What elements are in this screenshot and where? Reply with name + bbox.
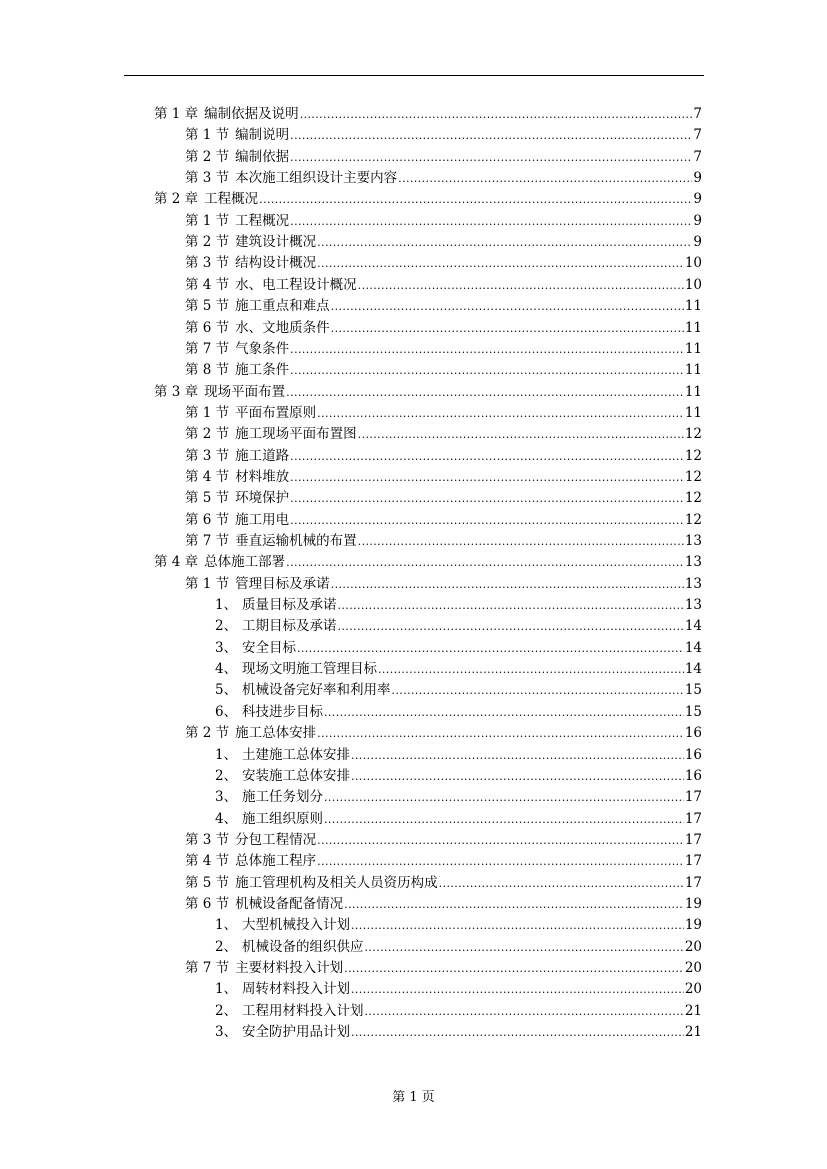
toc-dot-leader xyxy=(290,215,692,229)
toc-entry[interactable] xyxy=(185,528,702,549)
header-rule xyxy=(124,75,704,76)
toc-entry-number: 第 6 节 xyxy=(185,511,230,528)
toc-entry-page: 17 xyxy=(684,874,702,891)
toc-entry[interactable] xyxy=(215,677,702,698)
toc-entry-page: 13 xyxy=(684,575,702,592)
toc-dot-leader xyxy=(317,257,684,271)
toc-entry-title: 安全防护用品计划 xyxy=(242,1024,350,1041)
toc-entry-title: 施工组织原则 xyxy=(242,810,323,827)
toc-entry-number: 2、 xyxy=(215,618,238,635)
toc-entry[interactable] xyxy=(215,592,702,613)
toc-dot-leader xyxy=(344,962,684,976)
toc-entry-page: 16 xyxy=(684,767,702,784)
toc-entry-title: 质量目标及承诺 xyxy=(242,597,337,614)
toc-entry-number: 3、 xyxy=(215,1024,238,1041)
toc-entry[interactable] xyxy=(185,315,702,336)
toc-entry-page: 12 xyxy=(684,426,702,443)
toc-entry-page: 10 xyxy=(684,255,702,272)
toc-entry-page: 9 xyxy=(693,212,702,229)
toc-entry-title: 编制依据 xyxy=(235,148,290,165)
toc-entry-title: 气象条件 xyxy=(235,340,290,357)
toc-dot-leader xyxy=(317,727,684,741)
toc-entry-page: 12 xyxy=(684,447,702,464)
toc-entry[interactable] xyxy=(185,293,702,314)
toc-dot-leader xyxy=(358,279,684,293)
toc-dot-leader xyxy=(351,770,684,784)
toc-entry-page: 11 xyxy=(684,340,702,357)
toc-entry[interactable] xyxy=(154,101,702,122)
toc-entry-number: 第 1 节 xyxy=(185,127,230,144)
toc-entry-title: 施工总体安排 xyxy=(235,725,317,742)
toc-entry-number: 4、 xyxy=(215,810,238,827)
toc-entry-number: 1、 xyxy=(215,917,238,934)
toc-dot-leader xyxy=(290,514,684,528)
toc-entry-number: 第 2 节 xyxy=(185,148,230,165)
toc-entry-page: 7 xyxy=(693,148,702,165)
toc-entry[interactable] xyxy=(215,1019,702,1040)
toc-entry[interactable] xyxy=(185,891,702,912)
toc-entry[interactable] xyxy=(215,742,702,763)
toc-dot-leader xyxy=(290,151,692,165)
toc-entry-page: 14 xyxy=(684,661,702,678)
toc-entry-number: 2、 xyxy=(215,767,238,784)
toc-dot-leader xyxy=(392,684,684,698)
toc-entry[interactable] xyxy=(215,976,702,997)
toc-dot-leader xyxy=(365,941,684,955)
toc-entry-title: 水、文地质条件 xyxy=(235,319,330,336)
toc-entry-number: 1、 xyxy=(215,597,238,614)
toc-entry-number: 第 3 节 xyxy=(185,831,230,848)
toc-entry-title: 垂直运输机械的布置 xyxy=(235,533,357,549)
toc-entry-number: 3、 xyxy=(215,639,238,656)
toc-entry-page: 12 xyxy=(684,468,702,485)
toc-entry-number: 第 2 节 xyxy=(185,426,230,443)
toc-entry-page: 11 xyxy=(684,404,702,421)
toc-entry-number: 第 7 节 xyxy=(185,960,230,976)
toc-entry[interactable] xyxy=(185,421,702,442)
toc-entry-title: 建筑设计概况 xyxy=(235,234,317,251)
toc-entry-number: 4、 xyxy=(215,661,238,678)
toc-entry-title: 本次施工组织设计主要内容 xyxy=(235,170,398,187)
toc-entry-title: 大型机械投入计划 xyxy=(242,917,350,934)
toc-entry[interactable] xyxy=(185,122,702,143)
toc-dot-leader xyxy=(324,706,684,720)
toc-entry[interactable] xyxy=(185,336,702,357)
toc-entry-page: 13 xyxy=(684,554,702,571)
toc-entry-title: 主要材料投入计划 xyxy=(235,960,344,976)
toc-entry-title: 结构设计概况 xyxy=(235,255,317,272)
toc-entry-title: 工程概况 xyxy=(235,212,290,229)
toc-dot-leader xyxy=(317,834,684,848)
toc-entry-page: 20 xyxy=(684,960,702,976)
toc-entry[interactable] xyxy=(185,485,702,506)
toc-dot-leader xyxy=(290,471,684,485)
toc-entry[interactable] xyxy=(185,507,702,528)
toc-entry-page: 19 xyxy=(684,895,702,912)
toc-dot-leader xyxy=(398,172,692,186)
toc-dot-leader xyxy=(338,599,684,613)
toc-entry-number: 第 2 章 xyxy=(154,191,199,208)
toc-entry-page: 16 xyxy=(684,746,702,763)
toc-dot-leader xyxy=(351,983,684,997)
toc-entry-page: 19 xyxy=(684,917,702,934)
toc-entry[interactable] xyxy=(185,208,702,229)
toc-dot-leader xyxy=(286,386,684,400)
toc-entry-number: 第 2 节 xyxy=(185,725,230,742)
toc-dot-leader xyxy=(317,855,684,869)
toc-entry-title: 施工任务划分 xyxy=(242,789,323,806)
toc-entry[interactable] xyxy=(154,549,702,570)
toc-dot-leader xyxy=(290,343,684,357)
toc-entry[interactable] xyxy=(215,613,702,634)
toc-entry[interactable] xyxy=(215,635,702,656)
toc-dot-leader xyxy=(324,791,684,805)
toc-entry[interactable] xyxy=(215,934,702,955)
toc-entry-number: 第 1 节 xyxy=(185,212,230,229)
toc-entry-number: 第 6 节 xyxy=(185,895,230,912)
toc-entry-number: 第 6 节 xyxy=(185,319,230,336)
toc-entry-title: 机械设备配备情况 xyxy=(235,895,344,912)
toc-entry-title: 土建施工总体安排 xyxy=(242,746,350,763)
toc-entry-title: 科技进步目标 xyxy=(242,703,323,720)
toc-entry-title: 材料堆放 xyxy=(235,468,290,485)
toc-entry[interactable] xyxy=(185,827,702,848)
toc-entry-page: 17 xyxy=(684,789,702,806)
toc-entry-title: 总体施工程序 xyxy=(235,853,317,870)
toc-entry-page: 14 xyxy=(684,618,702,635)
toc-entry-page: 15 xyxy=(684,703,702,720)
toc-entry-number: 6、 xyxy=(215,703,238,720)
toc-entry-number: 第 5 节 xyxy=(185,490,230,507)
toc-entry[interactable] xyxy=(185,229,702,250)
toc-dot-leader xyxy=(378,663,684,677)
toc-entry[interactable] xyxy=(185,250,702,271)
toc-entry-title: 水、电工程设计概况 xyxy=(235,276,357,293)
toc-entry[interactable] xyxy=(185,870,702,891)
toc-entry-title: 周转材料投入计划 xyxy=(242,981,350,998)
toc-entry-number: 2、 xyxy=(215,1002,238,1019)
toc-entry-number: 第 8 节 xyxy=(185,362,230,379)
toc-entry-title: 现场平面布置 xyxy=(204,383,286,400)
toc-entry-number: 1、 xyxy=(215,746,238,763)
toc-entry-page: 21 xyxy=(684,1002,702,1019)
toc-entry-page: 9 xyxy=(693,170,702,187)
toc-entry[interactable] xyxy=(215,806,702,827)
toc-dot-leader xyxy=(351,1026,684,1040)
toc-entry-number: 第 1 节 xyxy=(185,404,230,421)
toc-entry-title: 施工重点和难点 xyxy=(235,298,330,315)
toc-dot-leader xyxy=(331,322,684,336)
toc-entry-page: 17 xyxy=(684,831,702,848)
toc-entry-page: 9 xyxy=(693,191,702,208)
toc-entry-number: 第 4 节 xyxy=(185,853,230,870)
toc-entry-title: 施工管理机构及相关人员资历构成 xyxy=(235,874,438,891)
toc-entry[interactable] xyxy=(215,699,702,720)
toc-entry[interactable] xyxy=(185,357,702,378)
toc-dot-leader xyxy=(351,919,684,933)
toc-entry-page: 17 xyxy=(684,810,702,827)
toc-entry-title: 施工条件 xyxy=(235,362,290,379)
toc-entry[interactable] xyxy=(185,720,702,741)
toc-entry[interactable] xyxy=(215,912,702,933)
toc-entry-title: 安装施工总体安排 xyxy=(242,767,350,784)
toc-entry[interactable] xyxy=(185,400,702,421)
toc-entry[interactable] xyxy=(185,571,702,592)
toc-entry-number: 第 1 节 xyxy=(185,575,230,592)
toc-entry-page: 13 xyxy=(684,597,702,614)
toc-entry[interactable] xyxy=(185,464,702,485)
toc-entry-page: 11 xyxy=(684,298,702,315)
toc-entry-page: 12 xyxy=(684,511,702,528)
toc-entry-page: 7 xyxy=(693,127,702,144)
toc-dot-leader xyxy=(338,620,684,634)
toc-entry-number: 5、 xyxy=(215,682,238,699)
toc-entry[interactable] xyxy=(185,443,702,464)
toc-entry-title: 施工道路 xyxy=(235,447,290,464)
toc-entry-page: 15 xyxy=(684,682,702,699)
toc-dot-leader xyxy=(331,578,684,592)
toc-dot-leader xyxy=(290,129,692,143)
toc-dot-leader xyxy=(331,300,684,314)
toc-entry[interactable] xyxy=(215,763,702,784)
toc-entry-number: 第 3 章 xyxy=(154,383,199,400)
toc-dot-leader xyxy=(297,642,684,656)
toc-entry-page: 11 xyxy=(684,319,702,336)
toc-entry-title: 机械设备的组织供应 xyxy=(242,938,364,955)
toc-entry-title: 现场文明施工管理目标 xyxy=(242,661,377,678)
toc-entry-title: 施工用电 xyxy=(235,511,290,528)
toc-entry-number: 第 5 节 xyxy=(185,298,230,315)
toc-entry-title: 分包工程情况 xyxy=(235,831,317,848)
toc-entry-page: 14 xyxy=(684,639,702,656)
toc-entry-number: 1、 xyxy=(215,981,238,998)
toc-dot-leader xyxy=(439,877,684,891)
toc-entry-page: 16 xyxy=(684,725,702,742)
toc-entry-title: 环境保护 xyxy=(235,490,290,507)
toc-entry-page: 20 xyxy=(684,981,702,998)
toc-entry-title: 编制说明 xyxy=(235,127,290,144)
toc-entry-title: 安全目标 xyxy=(242,639,296,656)
toc-entry[interactable] xyxy=(185,272,702,293)
toc-entry-title: 工程用材料投入计划 xyxy=(242,1002,364,1019)
toc-entry[interactable] xyxy=(215,656,702,677)
toc-entry-number: 第 3 节 xyxy=(185,255,230,272)
toc-entry-number: 第 4 节 xyxy=(185,276,230,293)
toc-entry[interactable] xyxy=(154,186,702,207)
toc-dot-leader xyxy=(259,193,692,207)
toc-entry-title: 施工现场平面布置图 xyxy=(235,426,357,443)
toc-entry-number: 第 3 节 xyxy=(185,170,230,187)
toc-entry-number: 第 2 节 xyxy=(185,234,230,251)
toc-dot-leader xyxy=(365,1005,684,1019)
toc-entry[interactable] xyxy=(185,144,702,165)
toc-entry-number: 第 3 节 xyxy=(185,447,230,464)
toc-entry-page: 20 xyxy=(684,938,702,955)
toc-dot-leader xyxy=(300,108,693,122)
toc-entry-number: 2、 xyxy=(215,938,238,955)
toc-entry-page: 13 xyxy=(684,533,702,549)
toc-entry-title: 机械设备完好率和利用率 xyxy=(242,682,391,699)
toc-dot-leader xyxy=(358,428,684,442)
toc-dot-leader xyxy=(290,492,684,506)
toc-entry-page: 12 xyxy=(684,490,702,507)
toc-dot-leader xyxy=(286,556,684,570)
toc-entry-title: 管理目标及承诺 xyxy=(235,575,330,592)
toc-entry-title: 平面布置原则 xyxy=(235,404,317,421)
toc-entry-title: 工期目标及承诺 xyxy=(242,618,337,635)
toc-entry-title: 总体施工部署 xyxy=(204,554,286,571)
toc-dot-leader xyxy=(290,450,684,464)
toc-entry-title: 工程概况 xyxy=(204,191,259,208)
toc-dot-leader xyxy=(324,813,684,827)
toc-entry-page: 9 xyxy=(693,234,702,251)
toc-dot-leader xyxy=(358,535,684,549)
toc-dot-leader xyxy=(351,749,684,763)
toc-entry-page: 21 xyxy=(684,1024,702,1041)
toc-entry-page: 11 xyxy=(684,362,702,379)
toc-entry[interactable] xyxy=(154,379,702,400)
toc-entry-number: 第 7 节 xyxy=(185,340,230,357)
toc-dot-leader xyxy=(344,898,684,912)
toc-dot-leader xyxy=(317,236,692,250)
toc-entry-number: 3、 xyxy=(215,789,238,806)
toc-entry-title: 编制依据及说明 xyxy=(204,106,299,122)
toc-entry[interactable] xyxy=(185,955,702,976)
toc-dot-leader xyxy=(290,364,684,378)
toc-entry[interactable] xyxy=(215,998,702,1019)
toc-entry-number: 第 4 章 xyxy=(154,554,199,571)
toc-entry-number: 第 1 章 xyxy=(154,106,199,122)
page-number: 第 1 页 xyxy=(392,1090,435,1105)
toc-entry[interactable] xyxy=(185,848,702,869)
toc-entry-page: 17 xyxy=(684,853,702,870)
toc-entry-page: 10 xyxy=(684,276,702,293)
toc-entry-number: 第 4 节 xyxy=(185,468,230,485)
toc-entry-page: 7 xyxy=(693,106,702,122)
toc-entry-number: 第 7 节 xyxy=(185,533,230,549)
toc-dot-leader xyxy=(317,407,684,421)
toc-entry-number: 第 5 节 xyxy=(185,874,230,891)
toc-entry-page: 11 xyxy=(684,383,702,400)
toc-entry[interactable] xyxy=(185,165,702,186)
toc-entry[interactable] xyxy=(215,784,702,805)
